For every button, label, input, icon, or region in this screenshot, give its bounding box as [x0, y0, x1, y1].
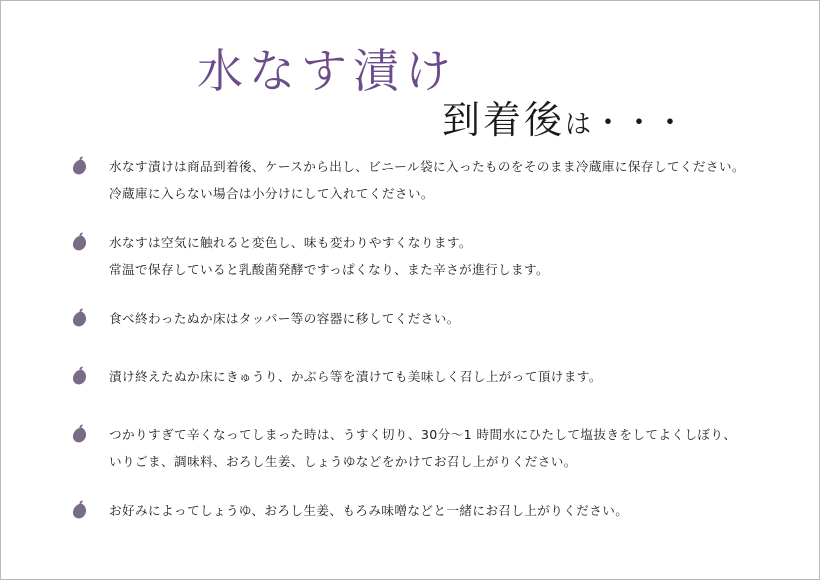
list-item: [1, 363, 820, 399]
list-item-line: 水なすは空気に触れると変色し、味も変わりやすくなります。: [109, 235, 472, 250]
list-item-line: 水なす漬けは商品到着後、ケースから出し、ビニール袋に入ったものをそのまま冷蔵庫に保存してください。: [109, 159, 745, 174]
list-item-line: 冷蔵庫に入らない場合は小分けにして入れてください。: [109, 186, 434, 201]
list-item: [1, 305, 820, 341]
subtitle-main: 到着後: [442, 98, 566, 142]
list-item-line: 漬け終えたぬか床にきゅうり、かぶら等を漬けても美味しく召し上がって頂けます。: [109, 369, 602, 384]
page-subtitle: [442, 89, 686, 144]
eggplant-icon: [71, 424, 88, 443]
instruction-list: [1, 153, 820, 555]
list-item: [1, 421, 820, 475]
eggplant-icon: [71, 366, 88, 385]
subtitle-dots: ・・・: [593, 106, 687, 141]
list-item: [1, 153, 820, 207]
eggplant-icon: [71, 500, 88, 519]
list-item-line: 常温で保存していると乳酸菌発酵ですっぱくなり、また辛さが進行します。: [109, 262, 550, 277]
page-title: 水なす漬け: [197, 44, 457, 98]
eggplant-icon: [71, 232, 88, 251]
list-item-line: つかりすぎて辛くなってしまった時は、うすく切り、30分〜1 時間水にひたして塩抜きをしてよくしぼり、: [109, 427, 737, 442]
list-item: [1, 229, 820, 283]
list-item-line: 食べ終わったぬか床はタッパー等の容器に移してください。: [109, 311, 460, 326]
title-block: [1, 1, 819, 141]
subtitle-particle: は: [565, 110, 594, 140]
list-item: [1, 497, 820, 533]
list-item-line: いりごま、調味料、おろし生姜、しょうゆなどをかけてお召し上がりください。: [109, 454, 577, 469]
eggplant-icon: [71, 156, 88, 175]
list-item-line: お好みによってしょうゆ、おろし生姜、もろみ味噌などと一緒にお召し上がりください。: [109, 503, 629, 518]
eggplant-icon: [71, 308, 88, 327]
